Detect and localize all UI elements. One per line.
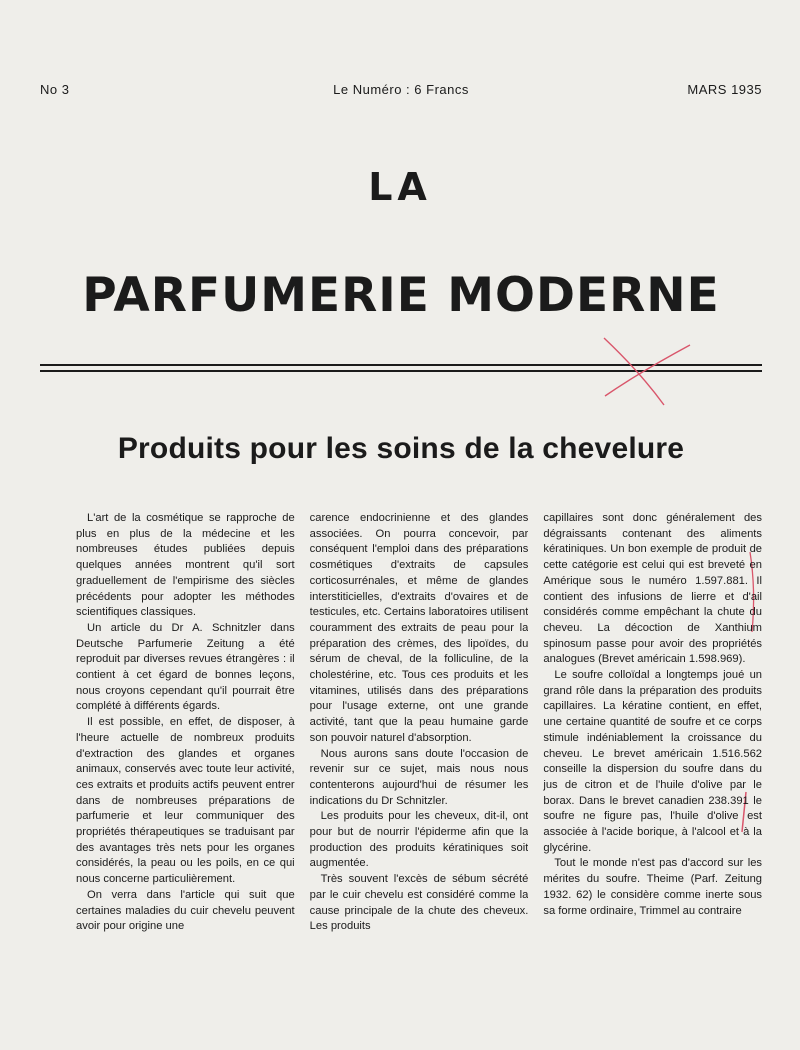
article-title: Produits pour les soins de la chevelure — [117, 432, 685, 465]
article-body — [76, 511, 762, 981]
masthead-title: PARFUMERIE MODERNE — [82, 268, 720, 323]
paragraph: L'art de la cosmétique se rapproche de plus en plus de la médecine et les nombreuses études publiées depuis quelques années montrent qu'il sort graduellement de l'empirisme des siècles précédents pour adopter les méthodes scientifiques classiques. — [76, 512, 295, 619]
masthead-rule-bottom — [40, 370, 762, 372]
paragraph: Un article du Dr A. Schnitzler dans Deutsche Parfumerie Zeitung a été reproduit par diverses revues étrangères : il contient à cet égard de bonnes leçons, nous croyons cependant qu'il pourrait être complété à différents égards. — [76, 621, 295, 713]
paragraph: On verra dans l'article qui suit que certaines maladies du cuir chevelu peuvent avoir pour origine une — [76, 888, 295, 933]
issue-number: No 3 — [40, 82, 70, 97]
article-column-1 — [76, 511, 295, 981]
article-column-2 — [310, 511, 529, 981]
issue-price: Le Numéro : 6 Francs — [333, 82, 469, 97]
paragraph: Tout le monde n'est pas d'accord sur les mérites du soufre. Theime (Parf. Zeitung 1932. 62) le considère comme inerte sous sa forme ordinaire, Trimmel au contraire — [543, 857, 763, 917]
masthead-article: LA — [368, 165, 432, 209]
paragraph: Les produits pour les cheveux, dit-il, ont pour but de nourrir l'épiderme afin que la production des produits kératiniques soit augmentée. — [309, 810, 529, 870]
issue-header — [40, 82, 762, 100]
paragraph: carence endocrinienne et des glandes associées. On pourra concevoir, par conséquent l'emploi dans des préparations cosmétiques d'extraits de capsules corticosurrénales, et même de glandes interstiticielles, d'extraits d'ovaires et de testicules, etc. Certains laboratoires utilisent couramment des extraits de peau pour la préparation des crèmes, des lipoïdes, du sérum de cheval, de la folliculine, de la cholestérine, etc. Tous ces produits et les vitamines, utilisés dans des préparations pour l'usage externe, ont une grande activité, tant que la peau humaine garde son pouvoir naturel d'absorption. — [309, 512, 529, 744]
paragraph: Très souvent l'excès de sébum sécrété par le cuir chevelu est considéré comme la cause principale de la chute des cheveux. Les produits — [309, 873, 529, 933]
paragraph: Il est possible, en effet, de disposer, à l'heure actuelle de nombreux produits d'extraction des glandes et organes animaux, conservés avec toute leur activité, ces extraits et produits actifs peuvent entrer dans de nombreuses préparations de parfumerie et leur communiquer des propriétés thérapeutiques se traduisant par des avantages très nets pour les organes considérés, la peau ou les poils, en ce qui nous concerne particulièrement. — [76, 716, 295, 886]
paragraph: Le soufre colloïdal a longtemps joué un grand rôle dans la préparation des produits capillaires. La kératine contient, en effet, une certaine quantité de soufre et ce corps stimule indéniablement la croissance du cheveu. Le brevet américain 1.516.562 conseille la dispersion du soufre dans du jus de citron et de l'huile d'olive par le borax. Dans le brevet canadien 238.391 le soufre ne figure pas, l'huile d'olive est associée à l'acide borique, à l'alcool et à la glycérine. — [543, 669, 763, 854]
issue-date: MARS 1935 — [687, 82, 762, 97]
masthead-rule-top — [40, 364, 762, 366]
paragraph: Nous aurons sans doute l'occasion de revenir sur ce sujet, mais nous nous contenterons aujourd'hui de résumer les indications du Dr Schnitzler. — [309, 747, 529, 807]
article-column-3 — [543, 511, 762, 981]
paragraph: capillaires sont donc généralement des dégraissants contenant des aliments kératiniques. Un bon exemple de produit de cette catégorie est celui qui est breveté en Amérique sous le numéro 1.597.881. Il contient des infusions de lierre et d'ail considérés comme empêchant la chute du cheveu. La décoction de Xanthium spinosum passe pour avoir des propriétés analogues (Brevet américain 1.598.969). — [543, 512, 763, 666]
